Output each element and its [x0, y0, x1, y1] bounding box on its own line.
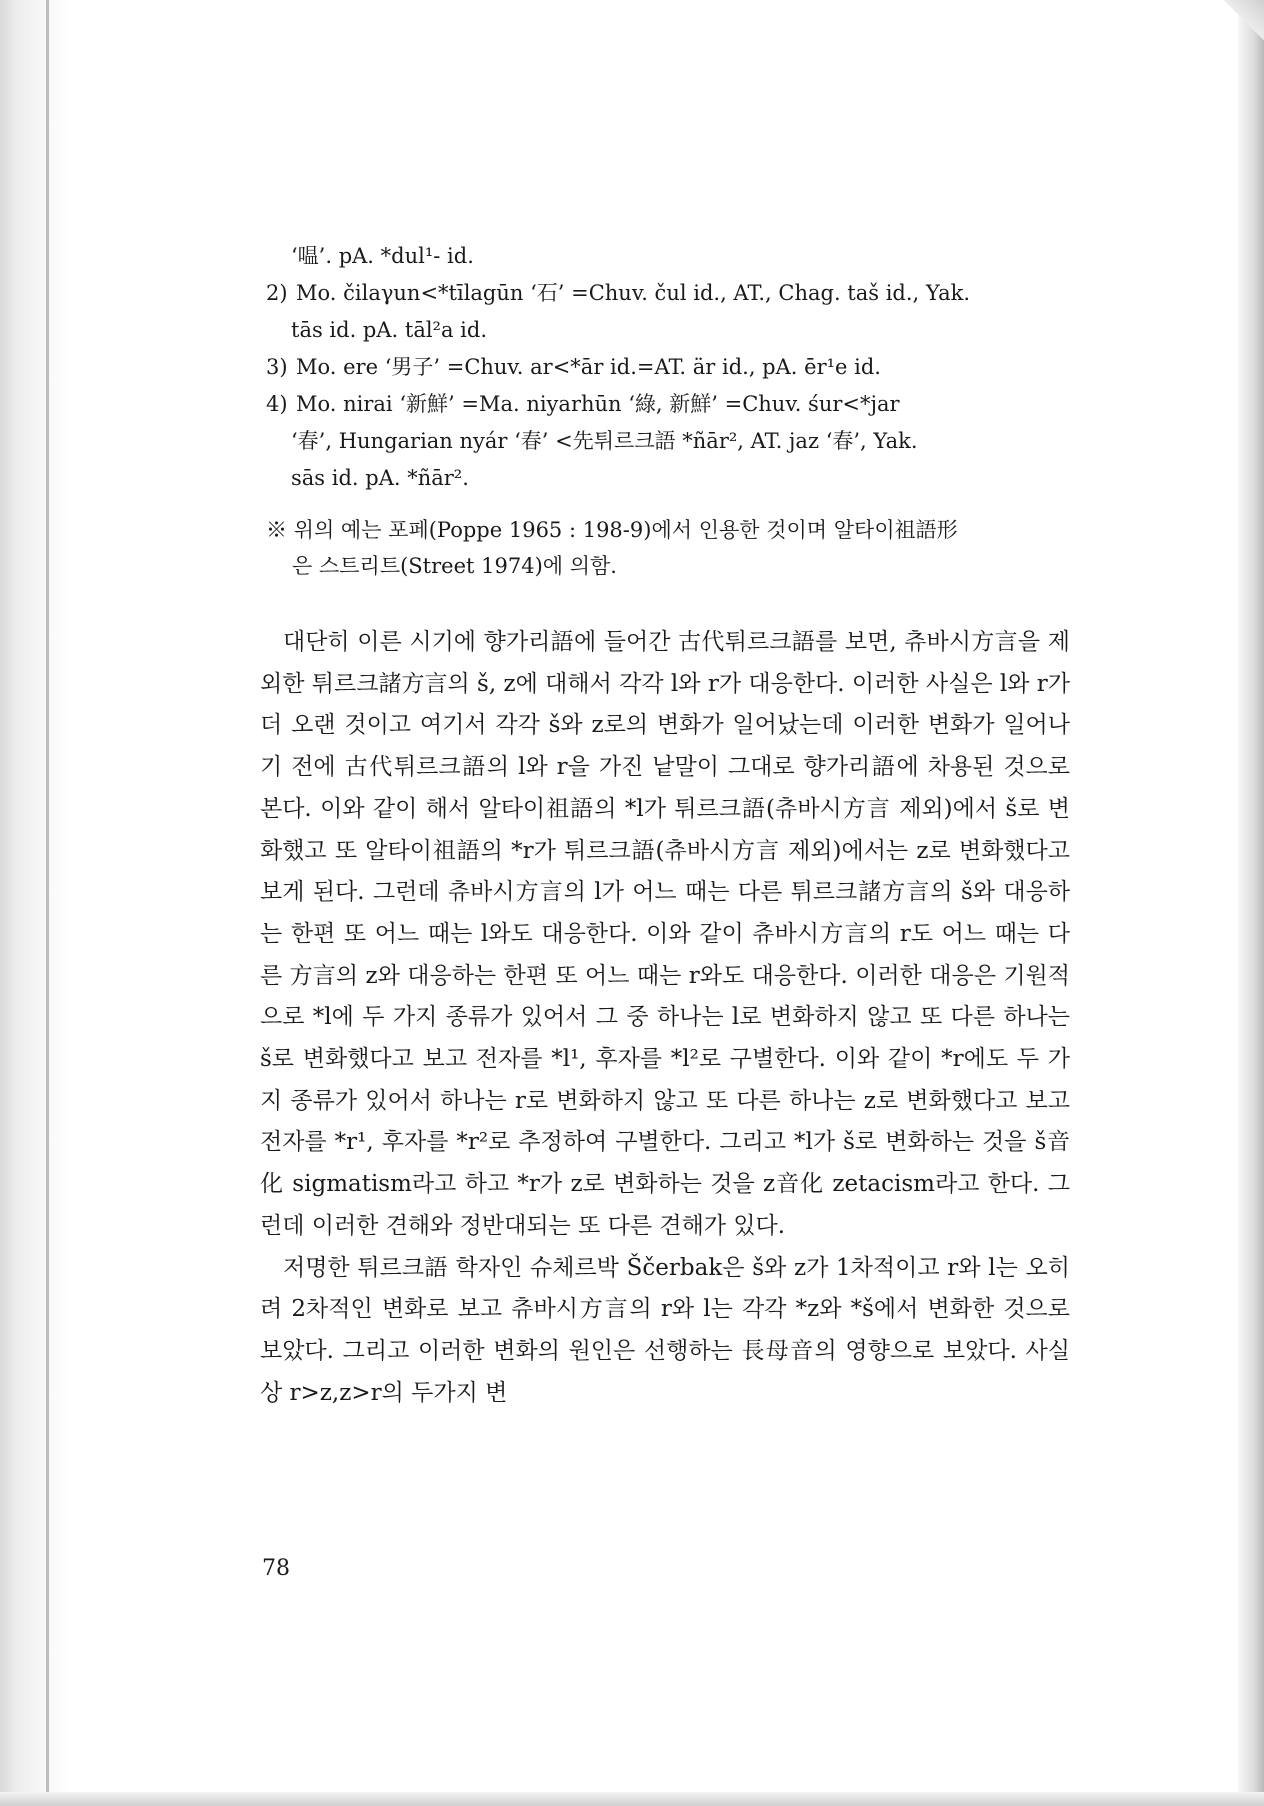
page-shadow: [0, 0, 70, 1806]
example-list: [266, 238, 1076, 497]
note-line: 은 스트리트(Street 1974)에 의함.: [292, 554, 617, 578]
example-number: 2): [266, 281, 288, 305]
note-line: ※ 위의 예는 포페(Poppe 1965 : 198-9)에서 인용한 것이며 알타이祖語形: [266, 518, 958, 542]
example-item: [266, 275, 1076, 312]
example-line: ‘春’, Hungarian nyár ‘春’ <先튀르크語 *ñār², AT. jaz ‘春’, Yak.: [291, 429, 918, 453]
source-note: [266, 512, 1076, 584]
page-number: 78: [262, 1556, 290, 1581]
paragraph: 저명한 튀르크語 학자인 슈체르박 Ščerbak은 š와 z가 1차적이고 r와 l는 오히려 2차적인 변화로 보고 츄바시方言의 r와 l는 각각 *z와 *š에서 변화한 것으로 보았다. 그리고 이러한 변화의 원인은 선행하는 長母音의 영향으로 보았다. 사실상 r>z,z>r의 두가지 변: [260, 1254, 1070, 1406]
page-shadow-right: [1238, 0, 1264, 1806]
example-number: 4): [266, 392, 288, 416]
example-text: Mo. čilaγun<*tīlagūn ‘石’ =Chuv. čul id., AT., Chag. taš id., Yak.: [296, 281, 971, 305]
page-corner: [1224, 0, 1264, 40]
example-line: tās id. pA. tāl²a id.: [291, 318, 488, 342]
main-text: [260, 622, 1070, 1414]
example-item: [266, 349, 1076, 386]
paragraph: 대단히 이른 시기에 향가리語에 들어간 古代튀르크語를 보면, 츄바시方言을 제외한 튀르크諸方言의 š, z에 대해서 각각 l와 r가 대응한다. 이러한 사실은 l와 r가 더 오랜 것이고 여기서 각각 š와 z로의 변화가 일어났는데 이러한 변화가 일어나기 전에 古代튀르크語의 l와 r을 가진 낱말이 그대로 향가리語에 차용된 것으로 본다. 이와 같이 해서 알타이祖語의 *l가 튀르크語(츄바시方言 제외)에서 š로 변화했고 또 알타이祖語의 *r가 튀르크語(츄바시方言 제외)에서는 z로 변화했다고 보게 된다. 그런데 츄바시方言의 l가 어느 때는 다른 튀르크諸方言의 š와 대응하는 한편 또 어느 때는 l와도 대응한다. 이와 같이 츄바시方言의 r도 어느 때는 다른 方言의 z와 대응하는 한편 또 어느 때는 r와도 대응한다. 이러한 대응은 기원적으로 *l에 두 가지 종류가 있어서 그 중 하나는 l로 변화하지 않고 또 다른 하나는 š로 변화했다고 보고 전자를 *l¹, 후자를 *l²로 구별한다. 이와 같이 *r에도 두 가지 종류가 있어서 하나는 r로 변화하지 않고 또 다른 하나는 z로 변화했다고 보고 전자를 *r¹, 후자를 *r²로 추정하여 구별한다. 그리고 *l가 š로 변화하는 것을 š音化 sigmatism라고 하고 *r가 z로 변화하는 것을 z音化 zetacism라고 한다. 그런데 이러한 견해와 정반대되는 또 다른 견해가 있다.: [260, 629, 1070, 1239]
example-line: ‘嗢’. pA. *dul¹- id.: [291, 244, 474, 268]
example-item: [266, 386, 1076, 423]
example-number: 3): [266, 355, 288, 379]
example-line: sās id. pA. *ñār².: [291, 466, 469, 490]
example-text: Mo. ere ‘男子’ =Chuv. ar<*ār id.=AT. är id., pA. ēr¹e id.: [296, 355, 881, 379]
page-bottom-edge: [0, 1792, 1264, 1806]
example-text: Mo. nirai ‘新鮮’ =Ma. niyarhūn ‘綠, 新鮮’ =Chuv. śur<*jar: [296, 392, 900, 416]
page-edge: [46, 0, 49, 1806]
